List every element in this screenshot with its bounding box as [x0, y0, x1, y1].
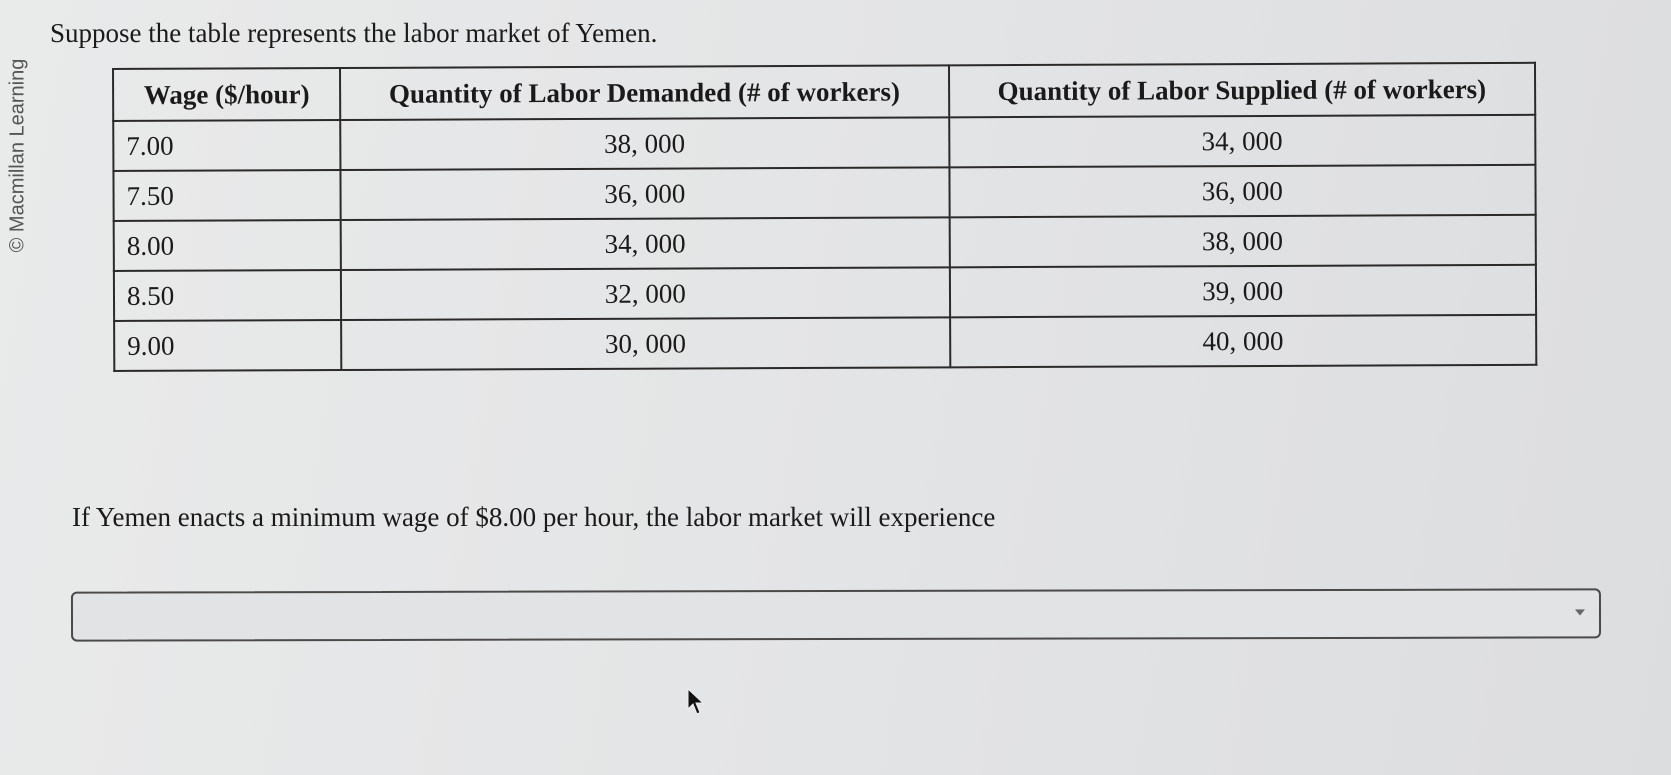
cell-supplied: 34, 000 [949, 115, 1536, 168]
cell-supplied: 40, 000 [950, 315, 1537, 368]
answer-dropdown[interactable] [71, 588, 1601, 641]
copyright-text: © Macmillan Learning [6, 58, 29, 252]
cell-supplied: 39, 000 [949, 265, 1536, 318]
cell-wage: 9.00 [114, 320, 341, 371]
cell-wage: 7.50 [113, 170, 340, 221]
cell-demanded: 34, 000 [341, 217, 950, 270]
cell-demanded: 30, 000 [341, 317, 950, 370]
table-header-row [113, 63, 1535, 121]
cell-wage: 8.50 [114, 270, 341, 321]
cell-demanded: 32, 000 [341, 267, 950, 320]
cell-supplied: 38, 000 [949, 215, 1536, 268]
mouse-pointer-icon [686, 688, 706, 716]
cell-wage: 8.00 [114, 220, 341, 271]
table-row [114, 315, 1536, 371]
copyright-notice [6, 30, 30, 280]
header-wage: Wage ($/hour) [113, 68, 340, 121]
question-text: If Yemen enacts a minimum wage of $8.00 per hour, the labor market will experience [72, 502, 996, 532]
cell-demanded: 36, 000 [341, 167, 950, 220]
intro-text: Suppose the table represents the labor market of Yemen. [50, 18, 658, 48]
cell-wage: 7.00 [113, 120, 340, 171]
table-row [113, 115, 1535, 171]
cell-supplied: 36, 000 [949, 165, 1536, 218]
header-quantity-supplied: Quantity of Labor Supplied (# of workers) [949, 63, 1536, 118]
cell-demanded: 38, 000 [340, 117, 949, 170]
table-row [114, 265, 1536, 321]
table-row [113, 165, 1535, 221]
table-row [114, 215, 1536, 271]
labor-market-table [112, 62, 1537, 372]
header-quantity-demanded: Quantity of Labor Demanded (# of workers) [340, 65, 949, 120]
chevron-down-icon[interactable] [1575, 609, 1585, 615]
